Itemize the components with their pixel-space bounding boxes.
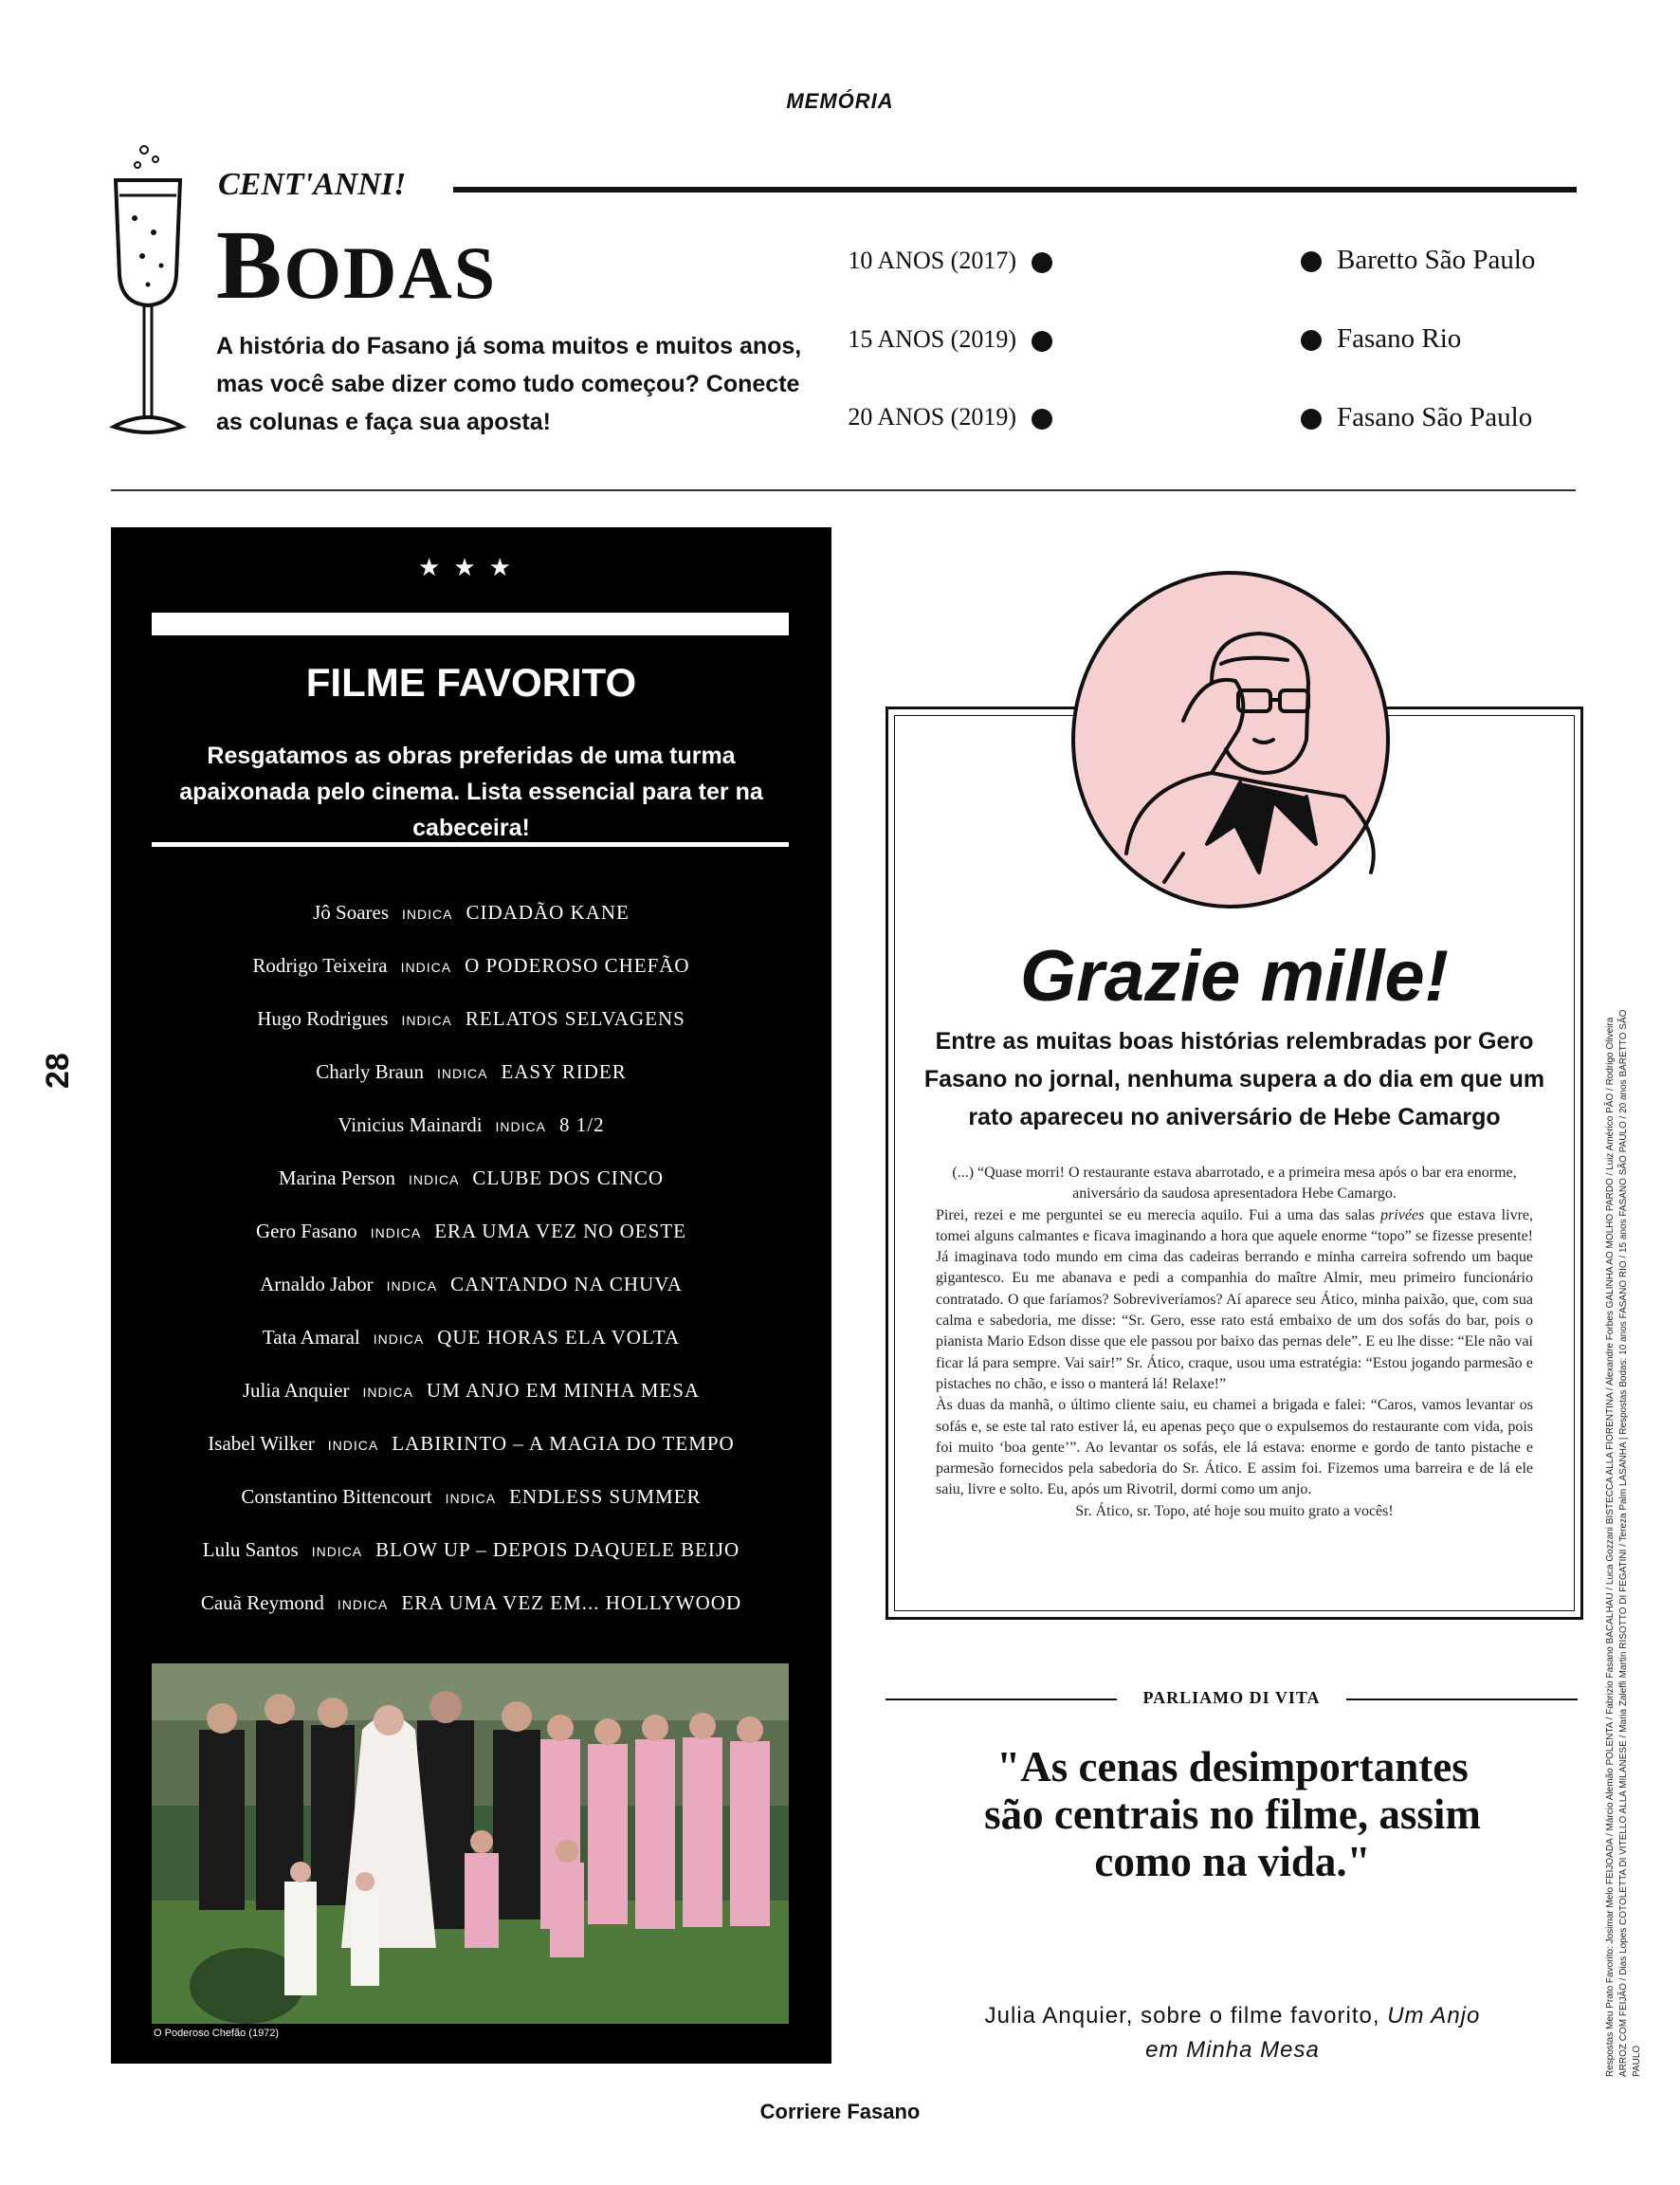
movie-title: ERA UMA VEZ EM... HOLLYWOOD [401, 1591, 742, 1614]
title-rest: ODAS [283, 231, 498, 314]
story-title: Grazie mille! [1020, 936, 1449, 1017]
connector-dot[interactable] [1301, 251, 1322, 272]
indica-label: INDICA [386, 1278, 438, 1294]
answers-credits: Respostas Meu Prato Favorito: Josimar Melo FEIJOADA / Márcio Alemão POLENTA / Fabrizio Fasano BACALHAU / Luca Gozzani BISTECCA ALLA FIORENTINA / Alexandre Forbes GALINHA AO MOLHO PARDO / Luiz Américo PÃO / Rodrigo Oliveira ARROZ COM FEIJÃO / Dias Lopes COTOLETTA DI VITELLO ALLA MILANESE / Maria Zaleffi Martin RISOTTO DI FEGATINI / Tereza Palm LASANHA | Respostas Bodas: 10 anos FASANO RIO / 15 anos FASANO SÃO PAULO / 20 anos BARETTO SÃO PAULO [1605, 1009, 1642, 2077]
kicker: CENT'ANNI! [218, 167, 407, 202]
title-initial: B [216, 211, 284, 320]
indica-label: INDICA [401, 1013, 452, 1028]
film-description: Resgatamos as obras preferidas de uma turma apaixonada pelo cinema. Lista essencial para ter na cabeceira! [179, 743, 763, 841]
connector-dot[interactable] [1032, 409, 1052, 430]
recommender-name: Rodrigo Teixeira [252, 954, 388, 977]
indica-label: INDICA [337, 1597, 389, 1612]
story-lead: Entre as muitas boas histórias relembradas por Gero Fasano no jornal, nenhuma supera a do dia em que um rato apareceu no aniversário de Hebe Camargo [923, 1028, 1545, 1130]
place-label: Baretto São Paulo [1337, 245, 1536, 275]
year-option[interactable] [758, 242, 1052, 280]
indica-label: INDICA [370, 1225, 422, 1240]
recommender-name: Vinicius Mainardi [338, 1113, 483, 1136]
film-list-item [111, 946, 831, 1000]
film-divider [152, 842, 789, 847]
film-list-item [111, 1478, 831, 1531]
film-list-item [111, 893, 831, 946]
film-list [111, 893, 831, 1637]
film-list-item [111, 1318, 831, 1371]
year-option[interactable] [758, 321, 1052, 358]
gero-illustration [1069, 569, 1392, 910]
indica-label: INDICA [311, 1544, 363, 1559]
place-option[interactable] [1301, 398, 1532, 436]
film-list-item [111, 1212, 831, 1265]
pull-quote: "As cenas desimportantes são centrais no filme, assim como na vida." [984, 1743, 1481, 1885]
recommender-name: Tata Amaral [262, 1326, 360, 1349]
indica-label: INDICA [373, 1331, 425, 1347]
year-label: 20 ANOS (2019) [848, 403, 1016, 431]
film-list-item [111, 1159, 831, 1212]
film-list-item [111, 1371, 831, 1424]
movie-title: RELATOS SELVAGENS [465, 1007, 685, 1030]
indica-label: INDICA [362, 1385, 413, 1400]
intro-text: A história do Fasano já soma muitos e muitos anos, mas você sabe dizer como tudo começou? Conecte as colunas e faça sua aposta! [216, 333, 802, 435]
recommender-name: Isabel Wilker [208, 1432, 315, 1455]
recommender-name: Julia Anquier [242, 1379, 350, 1402]
photo-caption: O Poderoso Chefão (1972) [154, 2028, 280, 2039]
recommender-name: Cauã Reymond [200, 1591, 324, 1614]
story-paragraph: Às duas da manhã, o último cliente saiu, eu chamei a brigada e falei: “Caros, vamos levantar os sofás e, se este tal rato estiver lá, eu apenas peço que o expulsemos do restaurante com vida, pois foi muito ‘boa gente’”. Ao levantar os sofás, ele lá estava: enorme e gordo de tanto pistache e parmesão fornecidos pela sabedoria do Sr. Ático. E assim foi. Fizemos uma barreira e de lá ele saiu, livre e solto. Eu, após um Rivotril, dormi como um anjo. [936, 1397, 1533, 1498]
movie-title: UM ANJO EM MINHA MESA [426, 1379, 701, 1402]
footer-publication: Corriere Fasano [759, 2100, 921, 2123]
year-label: 15 ANOS (2019) [848, 325, 1016, 353]
film-title: FILME FAVORITO [305, 660, 637, 705]
recommender-name: Gero Fasano [256, 1220, 357, 1242]
story-paragraph: Pirei, rezei e me perguntei se eu merecia aquilo. Fui a uma das salas privées que estava livre, tomei alguns calmantes e ficava imaginando a hora que aquele enorme “topo” se fizesse presente! Já imaginava todo mundo em cima das cadeiras berrando e minha carreira sofrendo um baque gigantesco. Eu me abanava e pedi a companhia do maître Almir, meu primeiro funcionário contratado. O que faríamos? Sobreviveríamos? Aí aparece seu Ático, minha paixão, que, com sua calma e sabedoria, me disse: “Sr. Gero, esse rato está embaixo de um dos sofás do bar, pois o pianista Mario Edson disse que ele passou por baixo das pernas dele”. E eu lhe disse: “Ele não vai ficar lá para sempre. Vai sair!” Sr. Ático, craque, usou uma estratégia: “Estou jogando parmesão e pistaches no chão, e isso o manterá lá! Relaxe!” [936, 1206, 1534, 1392]
movie-title: CLUBE DOS CINCO [472, 1166, 665, 1189]
quote-attribution: Julia Anquier, sobre o filme favorito, Um Anjo em Minha Mesa [984, 2003, 1481, 2063]
film-list-item [111, 1531, 831, 1584]
movie-title: LABIRINTO – A MAGIA DO TEMPO [392, 1432, 735, 1455]
connector-dot[interactable] [1301, 409, 1322, 430]
place-option[interactable] [1301, 241, 1535, 279]
film-list-item [111, 1106, 831, 1159]
movie-title: EASY RIDER [501, 1060, 627, 1083]
film-list-item [111, 1000, 831, 1053]
film-list-item [111, 1265, 831, 1318]
film-list-item [111, 1584, 831, 1637]
indica-label: INDICA [408, 1172, 460, 1187]
connector-dot[interactable] [1032, 331, 1052, 352]
page-number: 28 [40, 1053, 76, 1089]
movie-title: O PODEROSO CHEFÃO [465, 954, 690, 977]
connector-dot[interactable] [1301, 330, 1322, 351]
section-label: MEMÓRIA [786, 89, 894, 113]
quote-label: PARLIAMO DI VITA [1142, 1688, 1321, 1707]
movie-title: CANTANDO NA CHUVA [450, 1273, 683, 1295]
movie-title: 8 1/2 [559, 1113, 605, 1136]
recommender-name: Charly Braun [316, 1060, 424, 1083]
indica-label: INDICA [402, 907, 453, 922]
story-paragraph: (...) “Quase morri! O restaurante estava abarrotado, e a primeira mesa após o bar era enorme, aniversário da saudosa apresentadora Hebe Camargo. [952, 1165, 1517, 1203]
movie-title: ERA UMA VEZ NO OESTE [434, 1220, 686, 1242]
header-divider [111, 489, 1576, 491]
movie-title: BLOW UP – DEPOIS DAQUELE BEIJO [375, 1538, 740, 1561]
champagne-glass-icon [106, 142, 190, 446]
story-paragraph: Sr. Ático, sr. Topo, até hoje sou muito grato a vocês! [1075, 1502, 1394, 1519]
stars-icon: ★★★ [418, 554, 524, 581]
film-list-item [111, 1053, 831, 1106]
recommender-name: Constantino Bittencourt [241, 1485, 432, 1508]
movie-title: CIDADÃO KANE [466, 901, 630, 924]
film-list-item [111, 1424, 831, 1478]
wedding-photo [152, 1663, 789, 2024]
indica-label: INDICA [445, 1491, 497, 1506]
story-body [936, 1163, 1533, 1522]
indica-label: INDICA [400, 960, 452, 975]
kicker-rule [453, 187, 1577, 193]
indica-label: INDICA [495, 1119, 546, 1134]
film-top-bar [152, 613, 789, 635]
place-label: Fasano São Paulo [1337, 402, 1533, 432]
recommender-name: Marina Person [278, 1166, 395, 1189]
recommender-name: Hugo Rodrigues [257, 1007, 389, 1030]
year-label: 10 ANOS (2017) [848, 247, 1016, 274]
place-label: Fasano Rio [1337, 323, 1462, 354]
recommender-name: Arnaldo Jabor [260, 1273, 374, 1295]
page-title [216, 211, 498, 320]
indica-label: INDICA [327, 1438, 379, 1453]
recommender-name: Lulu Santos [202, 1538, 299, 1561]
film-panel [111, 527, 831, 2064]
indica-label: INDICA [436, 1066, 488, 1081]
movie-title: ENDLESS SUMMER [509, 1485, 702, 1508]
year-option[interactable] [758, 398, 1052, 436]
recommender-name: Jô Soares [313, 901, 390, 924]
place-option[interactable] [1301, 320, 1461, 358]
connector-dot[interactable] [1032, 252, 1052, 273]
movie-title: QUE HORAS ELA VOLTA [437, 1326, 681, 1349]
